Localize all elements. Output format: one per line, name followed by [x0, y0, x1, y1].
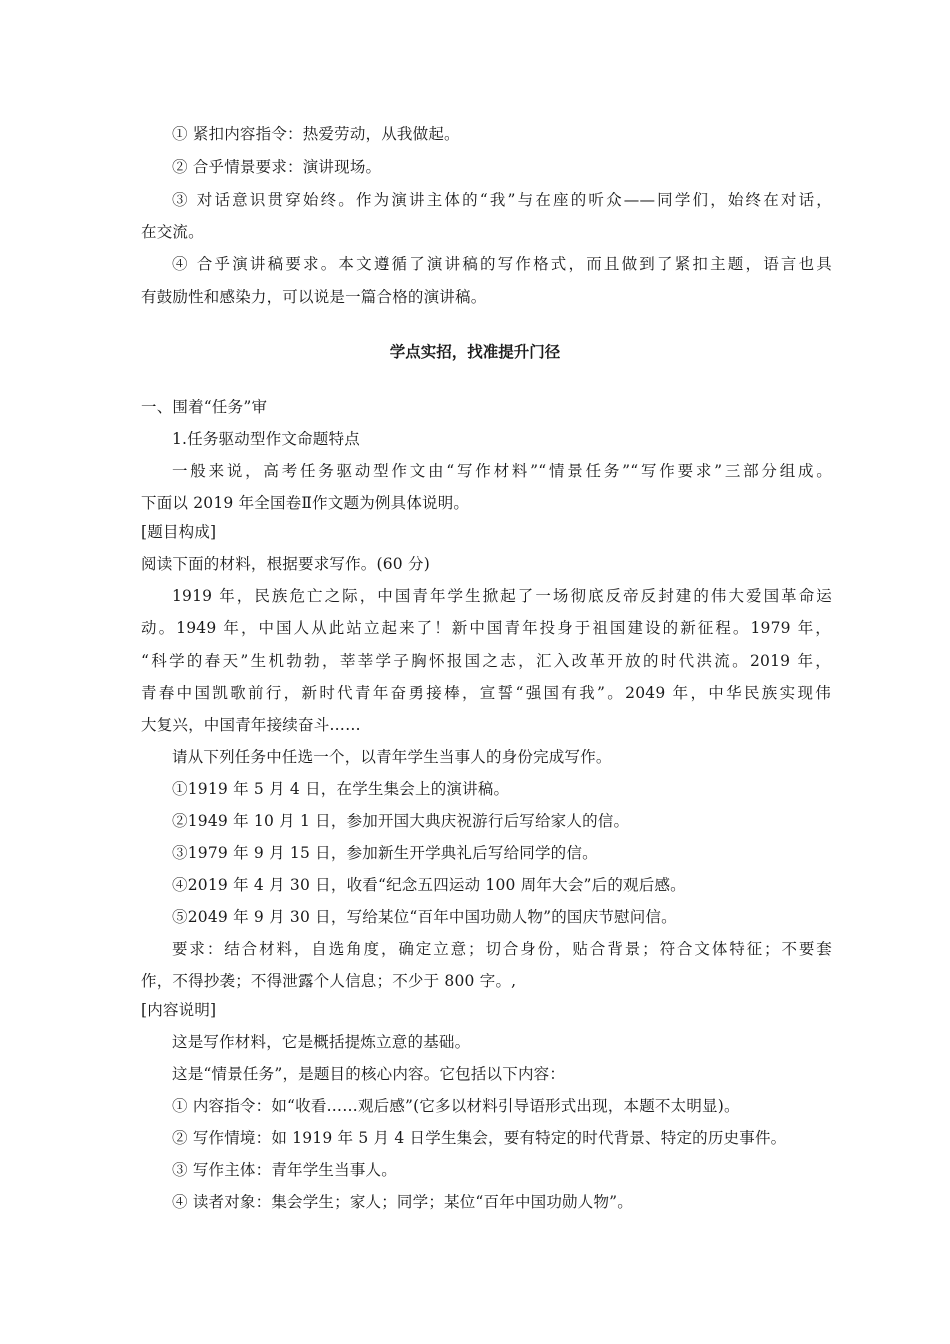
paragraph-line: 一般来说，高考任务驱动型作文由“写作材料”“情景任务”“写作要求”三部分组成。	[172, 462, 832, 480]
prompt-line: 阅读下面的材料，根据要求写作。(60 分)	[141, 555, 430, 573]
task-intro: 请从下列任务中任选一个，以青年学生当事人的身份完成写作。	[172, 748, 612, 766]
task-item: ②1949 年 10 月 1 日，参加开国大典庆祝游行后写给家人的信。	[172, 812, 630, 830]
content-item: ④ 读者对象：集会学生；家人；同学；某位“百年中国功勋人物”。	[172, 1193, 633, 1211]
intro-point-1: ① 紧扣内容指令：热爱劳动，从我做起。	[172, 125, 460, 143]
requirement-line: 作，不得抄袭；不得泄露个人信息；不少于 800 字。,	[141, 972, 517, 990]
requirement-line: 要求：结合材料，自选角度，确定立意；切合身份，贴合背景；符合文体特征；不要套	[172, 940, 832, 958]
content-item: ③ 写作主体：青年学生当事人。	[172, 1161, 397, 1179]
intro-point-2: ② 合乎情景要求：演讲现场。	[172, 158, 382, 176]
material-line: 青春中国凯歌前行，新时代青年奋勇接棒，宣誓“强国有我”。2049 年，中华民族实现伟	[141, 684, 831, 702]
content-item: ② 写作情境：如 1919 年 5 月 4 日学生集会，要有特定的时代背景、特定的历史事件。	[172, 1129, 787, 1147]
subheading: 1.任务驱动型作文命题特点	[172, 430, 360, 448]
material-line: 1919 年，民族危亡之际，中国青年学生掀起了一场彻底反帝反封建的伟大爱国革命运	[172, 587, 832, 605]
part-heading: 一、围着“任务”审	[141, 398, 268, 416]
intro-point-3-cont: 在交流。	[141, 223, 204, 241]
intro-point-3: ③ 对话意识贯穿始终。作为演讲主体的“我”与在座的听众——同学们，始终在对话，	[172, 191, 832, 209]
material-line: 动。1949 年，中国人从此站立起来了！新中国青年投身于祖国建设的新征程。1979 年，	[141, 619, 831, 637]
content-line: 这是“情景任务”，是题目的核心内容。它包括以下内容：	[172, 1065, 566, 1083]
task-item: ④2019 年 4 月 30 日，收看“纪念五四运动 100 周年大会”后的观后感。	[172, 876, 686, 894]
material-line: 大复兴，中国青年接续奋斗……	[141, 716, 361, 734]
material-line: “科学的春天”生机勃勃，莘莘学子胸怀报国之志，汇入改革开放的时代洪流。2019 年，	[141, 652, 831, 670]
content-item: ① 内容指令：如“收看……观后感”(它多以材料引导语形式出现，本题不太明显)。	[172, 1097, 740, 1115]
label-content: [内容说明]	[141, 1001, 217, 1019]
paragraph-line: 下面以 2019 年全国卷Ⅱ作文题为例具体说明。	[141, 494, 470, 512]
task-item: ①1919 年 5 月 4 日，在学生集会上的演讲稿。	[172, 780, 510, 798]
intro-point-4-cont: 有鼓励性和感染力，可以说是一篇合格的演讲稿。	[141, 288, 487, 306]
intro-point-4: ④ 合乎演讲稿要求。本文遵循了演讲稿的写作格式，而且做到了紧扣主题，语言也具	[172, 255, 832, 273]
task-item: ③1979 年 9 月 15 日，参加新生开学典礼后写给同学的信。	[172, 844, 598, 862]
task-item: ⑤2049 年 9 月 30 日，写给某位“百年中国功勋人物”的国庆节慰问信。	[172, 908, 677, 926]
label-structure: [题目构成]	[141, 523, 217, 541]
content-line: 这是写作材料，它是概括提炼立意的基础。	[172, 1033, 471, 1051]
section-title: 学点实招，找准提升门径	[389, 342, 561, 361]
